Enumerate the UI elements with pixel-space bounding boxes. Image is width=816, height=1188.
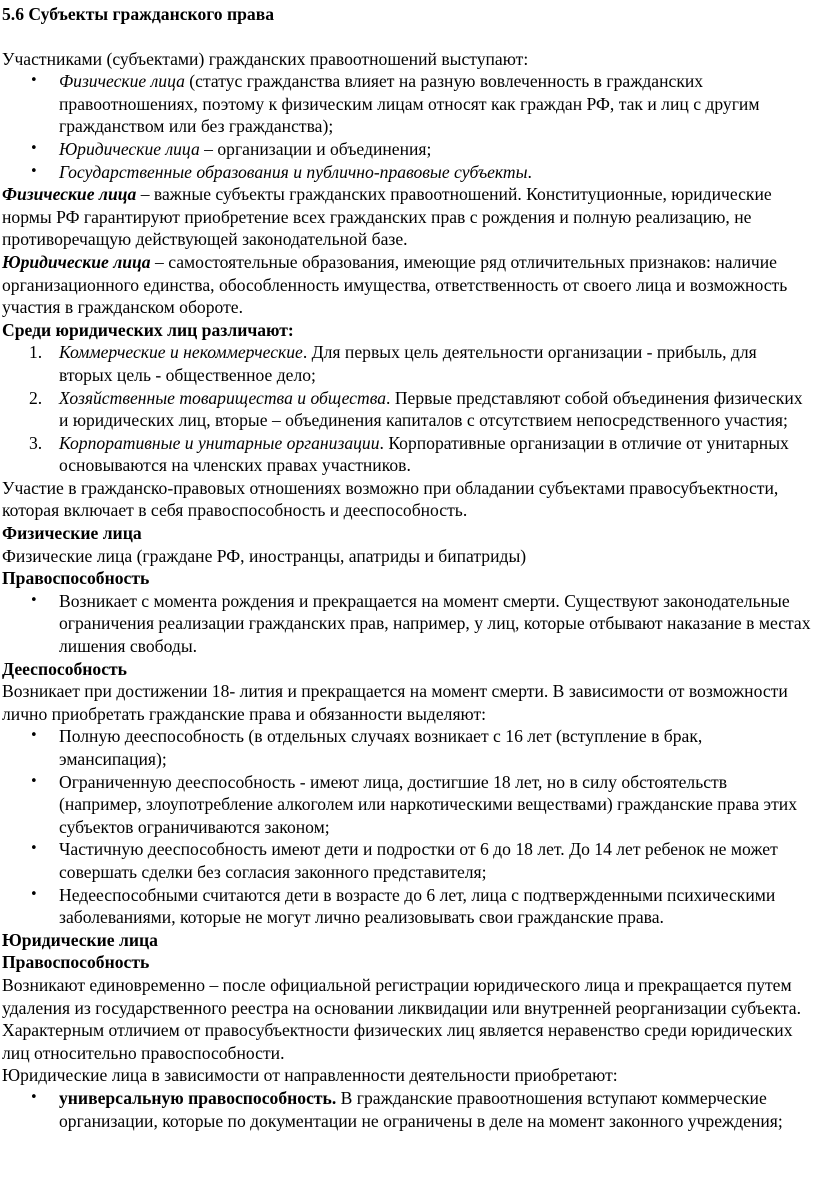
legal-capacity-heading: Правоспособность [2,568,150,589]
physical-persons-subtitle: Физические лица (граждане РФ, иностранцы, апатриды и бипатриды) [2,545,527,566]
legal-entities-acquire-paragraph: Юридические лица в зависимости от направленности деятельности приобретают: [2,1065,618,1086]
legal-capacity-list [2,590,812,658]
capacity-heading: Дееспособность [2,658,127,679]
physical-persons-definition [2,183,812,251]
legal-entity-types-heading: Среди юридических лиц различают: [2,319,294,340]
section-title: 5.6 Субъекты гражданского права [2,4,274,24]
physical-persons-heading: Физические лица [2,523,142,544]
intro-paragraph: Участниками (субъектами) гражданских правоотношений выступают: [2,48,529,69]
item-text: В гражданские правоотношения вступают коммерческие организации, которые по документации не ограничены в деле на момент законного учреждения; [59,1087,783,1131]
item-emphasis: Хозяйственные товарищества и общества [59,387,387,408]
capacity-paragraph: Возникает при достижении 18- лития и прекращается на момент смерти. В зависимости от возможности лично приобретать гражданские права и обязанности выделяют: [2,681,788,724]
item-number: 2. [29,387,43,408]
list-item [29,341,812,386]
item-text: . Первые представляют собой объединения физических и юридических лиц, вторые – объединения капиталов с отсутствием непосредственного участия; [59,387,803,431]
list-item: • Полную дееспособность (в отдельных случаях возникает с 16 лет (вступление в брак, эмансипация); [59,725,812,770]
list-item [59,70,812,138]
item-text: . Для первых цель деятельности организации - прибыль, для вторых цель - общественное дело; [59,342,757,385]
item-number: 1. [29,342,43,363]
legal-entities-capacity-heading: Правоспособность [2,952,150,973]
list-item [29,432,812,477]
item-strong: универсальную правоспособность. [59,1087,337,1108]
legal-entity-types-list [2,341,812,477]
term: Юридические лица [2,251,151,272]
item-emphasis: Юридические лица [59,138,200,159]
participants-list [2,70,812,183]
item-text: (статус гражданства влияет на разную вовлеченность в гражданских правоотношениях, поэтому к физическим лицам относят как граждан РФ, так и лиц с другим гражданством или без гражданства); [59,71,760,137]
list-item [59,138,812,161]
legal-entities-heading: Юридические лица [2,929,158,950]
list-item: • Частичную дееспособность имеют дети и подростки от 6 до 18 лет. До 14 лет ребенок не может совершать сделки без согласия законного представителя; [59,838,812,883]
participation-paragraph: Участие в гражданско-правовых отношениях возможно при обладании субъектами правосубъектности, которая включает в себя правоспособность и дееспособность. [2,477,779,521]
list-item: • Возникает с момента рождения и прекращается на момент смерти. Существуют законодательные ограничения реализации гражданских прав, например, у лиц, которые отбывают наказание в местах лишения свободы. [59,590,812,658]
item-emphasis: Физические лица [59,71,185,92]
list-item [29,387,812,432]
definition-text: – важные субъекты гражданских правоотношений. Конституционные, юридические нормы РФ гарантируют приобретение всех гражданских прав с рождения и полную реализацию, не противоречащую действующей законодательной базе. [2,184,772,250]
legal-entities-definition [2,251,812,319]
item-emphasis: Государственные образования и публично-правовые субъекты [59,161,528,182]
list-item: • Ограниченную дееспособность - имеют лица, достигшие 18 лет, но в силу обстоятельств (например, злоупотребление алкоголем или наркотическими веществами) гражданские права этих субъектов ограничиваются законом; [59,771,812,839]
item-number: 3. [29,432,43,453]
spacer [2,26,812,48]
list-item [59,161,812,184]
item-emphasis: Коммерческие и некоммерческие [59,342,303,363]
item-emphasis: Корпоративные и унитарные организации [59,432,380,453]
list-item [59,1087,812,1132]
term: Физические лица [2,184,137,205]
legal-entities-acquire-list [2,1087,812,1132]
definition-text: – самостоятельные образования, имеющие ряд отличительных признаков: наличие организационного единства, обособленность имущества, ответственность от своего лица и возможность участия в гражданском обороте. [2,251,788,318]
list-item: • Недееспособными считаются дети в возрасте до 6 лет, лица с подтвержденными психическими заболеваниями, которые не могут лично реализовывать свои гражданские права. [59,884,812,929]
item-text: . [527,161,532,182]
capacity-list [2,725,812,928]
item-text: . Корпоративные организации в отличие от унитарных основываются на членских правах участников. [59,432,789,476]
item-text: – организации и объединения; [199,138,432,159]
legal-entities-capacity-paragraph: Возникают единовременно – после официальной регистрации юридического лица и прекращается путем удаления из государственного реестра на основании ликвидации или внутренней реорганизации субъекта. Характерным отличием от правосубъектности физических лиц является неравенство среди юридических лиц относительно правоспособности. [2,974,802,1063]
